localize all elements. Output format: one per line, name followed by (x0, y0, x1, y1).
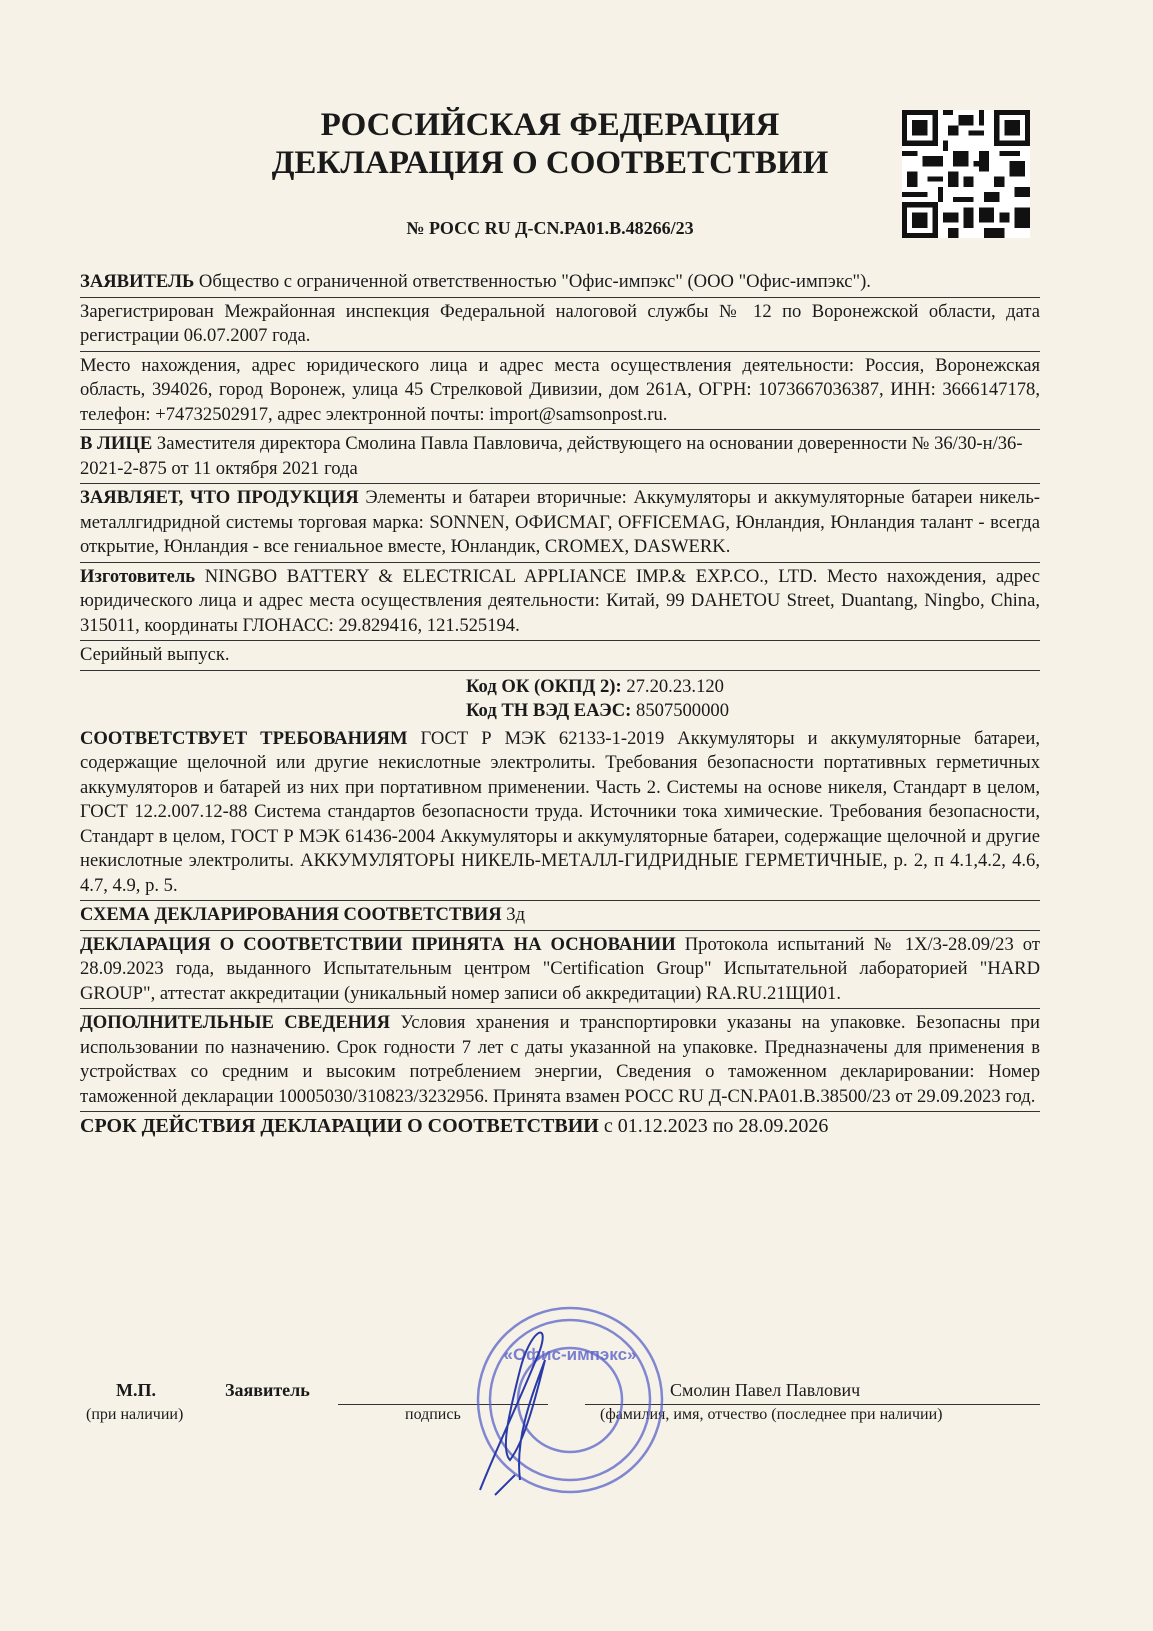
applicant-text: Общество с ограниченной ответственностью "Офис-импэкс" (ООО "Офис-импэкс"). (194, 271, 871, 292)
serial-section (80, 641, 1040, 671)
okpd-value: 27.20.23.120 (621, 675, 724, 697)
additional-text: Условия хранения и транспортировки указаны на упаковке. Безопасны при использовании по назначению. Срок годности 7 лет с даты указанной на упаковке. Предназначены для применения в устройствах со средним и высоким потреблением энергии, Сведения о таможенном декларировании: Номер таможенной декларации 10005030/310823/3232956. Принята взамен РОСС RU Д-CN.PA01.B.38500/23 от 29.09.2023 год. (80, 1012, 1040, 1107)
basis-label: ДЕКЛАРАЦИЯ О СООТВЕТСТВИИ ПРИНЯТА НА ОСНОВАНИИ (80, 933, 676, 955)
signature-note: подпись (405, 1406, 461, 1423)
address-text: Место нахождения, адрес юридического лица и адрес места осуществления деятельности: Россия, Воронежская область, 394026, город Воронеж, улица 45 Стрелковой Дивизии, дом 261А, ОГРН: 1073667036387, ИНН: 3666147178, телефон: +74732502917, адрес электронной почты: import@samsonpost.ru. (80, 354, 1040, 425)
requirements-section (80, 725, 1040, 902)
registration-text: Зарегистрирован Межрайонная инспекция Федеральной налоговой службы № 12 по Воронежской области, дата регистрации 06.07.2007 года. (80, 300, 1040, 346)
tnved-label: Код ТН ВЭД ЕАЭС: (466, 699, 632, 721)
registration-section (80, 298, 1040, 352)
represented-label: В ЛИЦЕ (80, 433, 153, 454)
manufacturer-section (80, 563, 1040, 642)
name-note: (фамилия, имя, отчество (последнее при наличии) (600, 1406, 943, 1423)
product-text: Элементы и батареи вторичные: Аккумуляторы и аккумуляторные батареи никель-металлгидридной системы торговая марка: SONNEN, ОФИСМАГ, OFFICEMAG, Юнландия, Юнландия талант - всегда открытие, Юнландия - все гениальное вместе, Юнландик, CROMEX, DASWERK. (80, 487, 1040, 557)
additional-section (80, 1009, 1040, 1112)
codes-section (80, 671, 1040, 725)
declaration-body (80, 268, 1040, 1141)
represented-text: Заместителя директора Смолина Павла Павловича, действующего на основании доверенности № 36/30-н/36-2021-2-875 от 11 октября 2021 года (80, 433, 1023, 479)
product-label: ЗАЯВЛЯЕТ, ЧТО ПРОДУКЦИЯ (80, 487, 359, 508)
represented-section (80, 430, 1040, 484)
manufacturer-label: Изготовитель (80, 565, 196, 587)
requirements-text: ГОСТ Р МЭК 62133-1-2019 Аккумуляторы и аккумуляторные батареи, содержащие щелочной или другие некислотные электролиты. Требования безопасности портативных герметичных аккумуляторов и батарей из них при портативном применении. Часть 2. Системы на основе никеля, Стандарт в целом, ГОСТ 12.2.007.12-88 Система стандартов безопасности труда. Источники тока химические. Требования безопасности, Стандарт в целом, ГОСТ Р МЭК 61436-2004 Аккумуляторы и аккумуляторные батареи, содержащие щелочной и другие некислотные электролиты. АККУМУЛЯТОРЫ НИКЕЛЬ-МЕТАЛЛ-ГИДРИДНЫЕ ГЕРМЕТИЧНЫЕ, р. 2, п 4.1,4.2, 4.6, 4.7, 4.9, р. 5. (80, 727, 1040, 896)
validity-label: СРОК ДЕЙСТВИЯ ДЕКЛАРАЦИИ О СООТВЕТСТВИИ (80, 1115, 599, 1137)
manufacturer-text: NINGBO BATTERY & ELECTRICAL APPLIANCE IMP.& EXP.CO., LTD. Место нахождения, адрес юридического лица и адрес места осуществления деятельности: Китай, 99 DAHETOU Street, Duantang, Ningbo, China, 315011, координаты ГЛОНАСС: 29.829416, 121.525194. (80, 565, 1040, 636)
basis-text: Протокола испытаний № 1Х/3-28.09/23 от 28.09.2023 года, выданного Испытательным центром "Certification Group" Испытательной лабораторией "HARD GROUP", аттестат аккредитации (уникальный номер записи об аккредитации) RA.RU.21ЩИ01. (80, 933, 1040, 1004)
svg-text:«Офис-импэкс»: «Офис-импэкс» (503, 1345, 637, 1364)
validity-section (80, 1112, 1040, 1141)
signature-icon (480, 1333, 545, 1495)
title-line-2: ДЕКЛАРАЦИЯ О СООТВЕТСТВИИ (271, 145, 829, 181)
requirements-label: СООТВЕТСТВУЕТ ТРЕБОВАНИЯМ (80, 727, 408, 749)
qr-code-icon (902, 110, 1030, 238)
signer-name: Смолин Павел Павлович (670, 1380, 861, 1400)
product-section (80, 484, 1040, 563)
basis-section (80, 931, 1040, 1010)
scheme-section (80, 901, 1040, 931)
applicant-label: ЗАЯВИТЕЛЬ (80, 271, 195, 292)
serial-text: Серийный выпуск. (80, 644, 230, 665)
scheme-label: СХЕМА ДЕКЛАРИРОВАНИЯ СООТВЕТСТВИЯ (80, 904, 502, 925)
mp-label: М.П. (116, 1380, 156, 1400)
mp-note: (при наличии) (86, 1406, 184, 1423)
scheme-text: 3д (501, 904, 526, 925)
validity-text: с 01.12.2023 по 28.09.2026 (598, 1115, 829, 1137)
signature-line (338, 1404, 548, 1405)
title-line-1: РОССИЙСКАЯ ФЕДЕРАЦИЯ (320, 107, 780, 143)
okpd-label: Код ОК (ОКПД 2): (466, 675, 622, 697)
declaration-number: № РОСС RU Д-CN.PA01.B.48266/23 (406, 218, 694, 238)
applicant-sign-label: Заявитель (225, 1380, 310, 1400)
company-stamp-icon (440, 1290, 680, 1510)
tnved-value: 8507500000 (631, 699, 729, 721)
document-title (230, 106, 870, 182)
applicant-section (80, 268, 1040, 298)
name-line (585, 1404, 1040, 1405)
additional-label: ДОПОЛНИТЕЛЬНЫЕ СВЕДЕНИЯ (80, 1012, 390, 1033)
address-section (80, 352, 1040, 431)
